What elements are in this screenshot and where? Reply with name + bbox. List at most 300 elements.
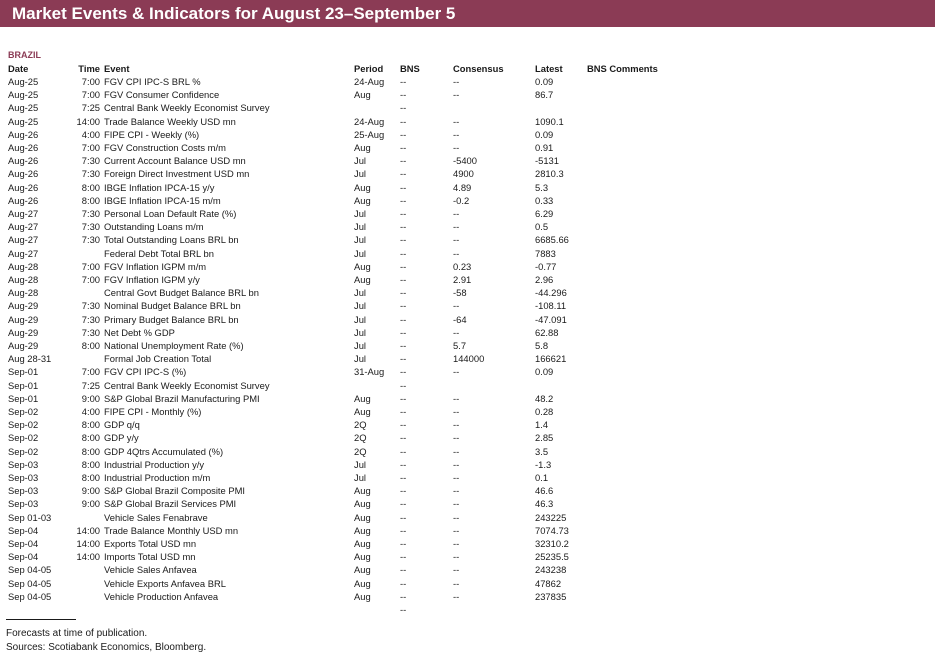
- cell-event: FGV Construction Costs m/m: [104, 142, 226, 153]
- table-row: [0, 590, 935, 603]
- table-row: [0, 392, 935, 405]
- cell-event: FGV Inflation IGPM m/m: [104, 260, 207, 272]
- table-row: [0, 207, 935, 220]
- cell-date: Aug-25: [8, 102, 39, 114]
- cell-consensus: --: [453, 511, 460, 523]
- cell-period: Aug: [354, 274, 371, 285]
- cell-bns: --: [400, 538, 407, 549]
- cell-event: Central Bank Weekly Economist Survey: [104, 102, 270, 114]
- cell-date: Aug-29: [8, 340, 39, 351]
- cell-bns: --: [400, 313, 407, 325]
- cell-event: Vehicle Sales Anfavea: [104, 564, 197, 576]
- table-row: [0, 550, 935, 563]
- cell-time: 7:30: [81, 313, 100, 325]
- cell-bns: --: [400, 458, 407, 470]
- cell-consensus: 5.7: [453, 340, 467, 351]
- cell-consensus: --: [453, 472, 460, 483]
- cell-period: Aug: [354, 181, 371, 193]
- cell-date: Sep-04: [8, 551, 39, 563]
- cell-period: Jul: [354, 208, 366, 219]
- cell-period: Aug: [354, 485, 371, 497]
- cell-event: FGV CPI IPC-S (%): [104, 366, 187, 378]
- table-row: [0, 497, 935, 510]
- cell-latest: 0.1: [535, 472, 549, 483]
- cell-bns: --: [400, 221, 407, 233]
- cell-bns: --: [400, 604, 407, 615]
- cell-bns: --: [400, 511, 407, 523]
- cell-bns: --: [400, 142, 407, 153]
- cell-bns: --: [400, 260, 407, 272]
- cell-consensus: 2.91: [453, 274, 472, 285]
- cell-time: 9:00: [81, 392, 100, 404]
- cell-period: 2Q: [354, 432, 367, 444]
- cell-event: IBGE Inflation IPCA-15 y/y: [104, 181, 215, 193]
- cell-time: 8:00: [81, 432, 100, 444]
- cell-bns: --: [400, 76, 407, 87]
- cell-event: S&P Global Brazil Manufacturing PMI: [104, 392, 260, 404]
- cell-time: 8:00: [81, 181, 100, 193]
- cell-event: Total Outstanding Loans BRL bn: [104, 234, 239, 246]
- cell-latest: 1.4: [535, 419, 549, 431]
- cell-date: Aug-26: [8, 168, 39, 180]
- cell-event: Vehicle Exports Anfavea BRL: [104, 577, 226, 589]
- cell-date: Aug-27: [8, 208, 39, 219]
- cell-latest: -47.091: [535, 313, 567, 325]
- cell-latest: 25235.5: [535, 551, 569, 563]
- cell-consensus: --: [453, 485, 460, 497]
- cell-latest: -44.296: [535, 287, 567, 299]
- cell-period: Aug: [354, 538, 371, 549]
- header-period: Period: [354, 63, 384, 74]
- cell-time: 7:00: [81, 366, 100, 378]
- cell-latest: -108.11: [535, 300, 567, 312]
- cell-time: 4:00: [81, 128, 100, 140]
- cell-latest: 86.7: [535, 89, 554, 101]
- cell-event: Net Debt % GDP: [104, 326, 175, 338]
- header-consensus: Consensus: [453, 63, 504, 74]
- table-row: [0, 379, 935, 392]
- cell-date: Aug-28: [8, 287, 39, 299]
- cell-consensus: --: [453, 524, 460, 536]
- cell-event: FIPE CPI - Weekly (%): [104, 128, 200, 140]
- header-event: Event: [104, 63, 130, 74]
- cell-bns: --: [400, 392, 407, 404]
- cell-consensus: -5400: [453, 155, 477, 167]
- cell-period: Aug: [354, 392, 371, 404]
- cell-event: S&P Global Brazil Composite PMI: [104, 485, 246, 497]
- table-row: [0, 445, 935, 458]
- cell-time: 7:00: [81, 260, 100, 272]
- cell-latest: 62.88: [535, 326, 559, 338]
- cell-time: 8:00: [81, 445, 100, 457]
- cell-date: Sep-01: [8, 392, 39, 404]
- cell-event: Vehicle Sales Fenabrave: [104, 511, 208, 523]
- cell-latest: -5131: [535, 155, 559, 167]
- cell-period: Jul: [354, 247, 366, 259]
- cell-latest: 5.8: [535, 340, 549, 351]
- table-row: [0, 418, 935, 431]
- cell-bns: --: [400, 406, 407, 417]
- cell-event: GDP 4Qtrs Accumulated (%): [104, 445, 224, 457]
- cell-bns: --: [400, 524, 407, 536]
- cell-consensus: -64: [453, 313, 467, 325]
- cell-period: Aug: [354, 577, 371, 589]
- cell-period: Jul: [354, 155, 366, 167]
- cell-event: Personal Loan Default Rate (%): [104, 208, 237, 219]
- cell-event: FGV CPI IPC-S BRL %: [104, 76, 201, 87]
- cell-time: 7:30: [81, 326, 100, 338]
- cell-period: 24-Aug: [354, 115, 385, 127]
- cell-period: 25-Aug: [354, 128, 385, 140]
- table-row: [0, 167, 935, 180]
- cell-event: Industrial Production y/y: [104, 458, 205, 470]
- cell-consensus: 144000: [453, 353, 485, 365]
- cell-consensus: --: [453, 498, 460, 510]
- cell-time: 14:00: [76, 115, 100, 127]
- cell-period: Jul: [354, 353, 366, 365]
- cell-consensus: --: [453, 577, 460, 589]
- cell-latest: 243225: [535, 511, 567, 523]
- cell-consensus: --: [453, 300, 460, 312]
- cell-bns: --: [400, 115, 407, 127]
- section-label: BRAZIL: [8, 50, 41, 60]
- cell-latest: 46.3: [535, 498, 554, 510]
- cell-event: Central Govt Budget Balance BRL bn: [104, 287, 259, 299]
- cell-event: S&P Global Brazil Services PMI: [104, 498, 237, 510]
- cell-period: 2Q: [354, 445, 367, 457]
- header-time: Time: [78, 63, 100, 74]
- cell-date: Aug 28-31: [8, 353, 52, 365]
- cell-event: FGV Inflation IGPM y/y: [104, 274, 200, 285]
- cell-event: Foreign Direct Investment USD mn: [104, 168, 250, 180]
- cell-event: GDP q/q: [104, 419, 140, 431]
- cell-period: 24-Aug: [354, 76, 385, 87]
- table-row: [0, 299, 935, 312]
- cell-consensus: 0.23: [453, 260, 472, 272]
- cell-time: 7:00: [81, 89, 100, 101]
- cell-date: Sep 04-05: [8, 590, 52, 602]
- cell-date: Aug-26: [8, 194, 39, 206]
- cell-bns: --: [400, 432, 407, 444]
- cell-bns: --: [400, 498, 407, 510]
- cell-period: Jul: [354, 472, 366, 483]
- table-row: [0, 286, 935, 299]
- cell-bns: --: [400, 379, 407, 391]
- table-row: [0, 339, 935, 352]
- cell-bns: --: [400, 128, 407, 140]
- cell-date: Sep-04: [8, 524, 39, 536]
- cell-time: 14:00: [76, 524, 100, 536]
- cell-latest: -1.3: [535, 458, 552, 470]
- cell-date: Aug-25: [8, 76, 39, 87]
- cell-date: Aug-27: [8, 247, 39, 259]
- cell-event: Trade Balance Monthly USD mn: [104, 524, 239, 536]
- cell-date: Sep-03: [8, 458, 39, 470]
- cell-bns: --: [400, 194, 407, 206]
- cell-date: Aug-27: [8, 221, 39, 233]
- cell-bns: --: [400, 564, 407, 576]
- cell-consensus: --: [453, 76, 460, 87]
- cell-bns: --: [400, 300, 407, 312]
- cell-time: 7:30: [81, 155, 100, 167]
- cell-latest: 0.5: [535, 221, 549, 233]
- cell-time: 9:00: [81, 485, 100, 497]
- cell-latest: 7074.73: [535, 524, 569, 536]
- cell-bns: --: [400, 234, 407, 246]
- cell-event: Exports Total USD mn: [104, 538, 197, 549]
- cell-consensus: --: [453, 551, 460, 563]
- table-row: [0, 577, 935, 590]
- cell-event: Trade Balance Weekly USD mn: [104, 115, 236, 127]
- cell-event: FGV Consumer Confidence: [104, 89, 220, 101]
- cell-consensus: --: [453, 406, 460, 417]
- cell-consensus: --: [453, 366, 460, 378]
- cell-bns: --: [400, 247, 407, 259]
- cell-period: Aug: [354, 498, 371, 510]
- cell-date: Sep-02: [8, 406, 39, 417]
- cell-date: Aug-28: [8, 260, 39, 272]
- cell-date: Aug-26: [8, 128, 39, 140]
- cell-latest: 6685.66: [535, 234, 569, 246]
- cell-bns: --: [400, 590, 407, 602]
- cell-date: Aug-27: [8, 234, 39, 246]
- cell-consensus: --: [453, 142, 460, 153]
- table-row: [0, 154, 935, 167]
- cell-bns: --: [400, 353, 407, 365]
- header-date: Date: [8, 63, 29, 74]
- table-row: [0, 458, 935, 471]
- cell-consensus: --: [453, 564, 460, 576]
- cell-date: Aug-26: [8, 181, 39, 193]
- cell-time: 14:00: [76, 551, 100, 563]
- table-row: [0, 88, 935, 101]
- cell-date: Sep-02: [8, 445, 39, 457]
- cell-date: Sep 04-05: [8, 577, 52, 589]
- cell-latest: 166621: [535, 353, 567, 365]
- cell-bns: --: [400, 340, 407, 351]
- cell-event: Formal Job Creation Total: [104, 353, 212, 365]
- cell-latest: 0.28: [535, 406, 554, 417]
- cell-date: Sep-03: [8, 498, 39, 510]
- cell-latest: 0.09: [535, 76, 554, 87]
- cell-consensus: --: [453, 128, 460, 140]
- cell-period: Aug: [354, 406, 371, 417]
- cell-period: Aug: [354, 194, 371, 206]
- cell-date: Aug-29: [8, 313, 39, 325]
- cell-latest: 47862: [535, 577, 562, 589]
- cell-time: 7:30: [81, 221, 100, 233]
- table-row: [0, 471, 935, 484]
- table-row: [0, 484, 935, 497]
- cell-bns: --: [400, 155, 407, 167]
- cell-bns: --: [400, 287, 407, 299]
- cell-date: Sep 04-05: [8, 564, 52, 576]
- cell-latest: 0.09: [535, 128, 554, 140]
- cell-period: Jul: [354, 221, 366, 233]
- table-row: [0, 603, 935, 616]
- cell-time: 7:25: [81, 379, 100, 391]
- cell-event: IBGE Inflation IPCA-15 m/m: [104, 194, 221, 206]
- table-row: [0, 260, 935, 273]
- cell-latest: 48.2: [535, 392, 554, 404]
- cell-event: Current Account Balance USD mn: [104, 155, 246, 167]
- cell-period: Aug: [354, 524, 371, 536]
- cell-period: Jul: [354, 458, 366, 470]
- cell-time: 8:00: [81, 472, 100, 483]
- cell-event: Federal Debt Total BRL bn: [104, 247, 214, 259]
- cell-date: Sep-02: [8, 419, 39, 431]
- cell-time: 7:30: [81, 300, 100, 312]
- cell-consensus: --: [453, 538, 460, 549]
- cell-event: Primary Budget Balance BRL bn: [104, 313, 239, 325]
- cell-latest: 2.85: [535, 432, 554, 444]
- cell-date: Sep 01-03: [8, 511, 52, 523]
- cell-bns: --: [400, 168, 407, 180]
- cell-event: Central Bank Weekly Economist Survey: [104, 379, 270, 391]
- cell-bns: --: [400, 366, 407, 378]
- table-row: [0, 326, 935, 339]
- cell-event: Nominal Budget Balance BRL bn: [104, 300, 241, 312]
- cell-bns: --: [400, 208, 407, 219]
- footnote-sources: Sources: Scotiabank Economics, Bloomberg.: [6, 642, 207, 653]
- table-row: [0, 511, 935, 524]
- cell-latest: 0.91: [535, 142, 554, 153]
- cell-consensus: --: [453, 115, 460, 127]
- cell-consensus: --: [453, 590, 460, 602]
- cell-period: Jul: [354, 340, 366, 351]
- cell-latest: 32310.2: [535, 538, 569, 549]
- cell-bns: --: [400, 485, 407, 497]
- cell-consensus: --: [453, 432, 460, 444]
- header-bns: BNS: [400, 63, 420, 74]
- table-row: [0, 524, 935, 537]
- cell-date: Sep-04: [8, 538, 39, 549]
- cell-consensus: --: [453, 89, 460, 101]
- cell-consensus: --: [453, 247, 460, 259]
- cell-bns: --: [400, 551, 407, 563]
- cell-bns: --: [400, 445, 407, 457]
- cell-date: Aug-25: [8, 115, 39, 127]
- cell-consensus: --: [453, 458, 460, 470]
- table-row: [0, 181, 935, 194]
- cell-time: 8:00: [81, 340, 100, 351]
- table-row: [0, 247, 935, 260]
- cell-period: Aug: [354, 564, 371, 576]
- cell-period: 2Q: [354, 419, 367, 431]
- cell-bns: --: [400, 274, 407, 285]
- cell-period: Jul: [354, 168, 366, 180]
- cell-consensus: -0.2: [453, 194, 470, 206]
- cell-period: 31-Aug: [354, 366, 385, 378]
- cell-date: Aug-26: [8, 142, 39, 153]
- cell-latest: 0.33: [535, 194, 554, 206]
- cell-time: 8:00: [81, 458, 100, 470]
- cell-event: National Unemployment Rate (%): [104, 340, 244, 351]
- cell-latest: 46.6: [535, 485, 554, 497]
- cell-latest: 5.3: [535, 181, 549, 193]
- cell-date: Aug-29: [8, 326, 39, 338]
- cell-time: 14:00: [76, 538, 100, 549]
- table-row: [0, 220, 935, 233]
- table-row: [0, 101, 935, 114]
- cell-time: 7:25: [81, 102, 100, 114]
- cell-date: Aug-28: [8, 274, 39, 285]
- cell-date: Aug-29: [8, 300, 39, 312]
- cell-consensus: --: [453, 208, 460, 219]
- cell-latest: 243238: [535, 564, 567, 576]
- table-row: [0, 352, 935, 365]
- page-title: Market Events & Indicators for August 23–September 5: [0, 0, 935, 27]
- cell-consensus: 4.89: [453, 181, 472, 193]
- footnote-forecasts: Forecasts at time of publication.: [6, 628, 148, 639]
- cell-period: Aug: [354, 89, 371, 101]
- cell-consensus: --: [453, 419, 460, 431]
- cell-date: Aug-25: [8, 89, 39, 101]
- cell-period: Aug: [354, 260, 371, 272]
- cell-consensus: --: [453, 234, 460, 246]
- table-row: [0, 75, 935, 88]
- cell-time: 7:30: [81, 208, 100, 219]
- cell-period: Aug: [354, 511, 371, 523]
- cell-consensus: --: [453, 392, 460, 404]
- cell-bns: --: [400, 472, 407, 483]
- cell-consensus: --: [453, 221, 460, 233]
- cell-latest: 3.5: [535, 445, 549, 457]
- cell-event: GDP y/y: [104, 432, 139, 444]
- cell-time: 7:30: [81, 234, 100, 246]
- cell-consensus: -58: [453, 287, 467, 299]
- cell-period: Jul: [354, 313, 366, 325]
- cell-date: Sep-01: [8, 379, 39, 391]
- cell-period: Aug: [354, 590, 371, 602]
- table-row: [0, 194, 935, 207]
- cell-period: Aug: [354, 142, 371, 153]
- cell-latest: 237835: [535, 590, 567, 602]
- header-comments: BNS Comments: [587, 63, 658, 74]
- table-row: [0, 405, 935, 418]
- table-row: [0, 431, 935, 444]
- cell-time: 7:30: [81, 168, 100, 180]
- cell-bns: --: [400, 326, 407, 338]
- cell-time: 8:00: [81, 419, 100, 431]
- cell-time: 7:00: [81, 274, 100, 285]
- cell-latest: 0.09: [535, 366, 554, 378]
- cell-period: Jul: [354, 287, 366, 299]
- cell-event: Imports Total USD mn: [104, 551, 196, 563]
- table-header: [0, 62, 935, 75]
- cell-bns: --: [400, 102, 407, 114]
- cell-date: Sep-01: [8, 366, 39, 378]
- cell-event: FIPE CPI - Monthly (%): [104, 406, 202, 417]
- cell-period: Jul: [354, 326, 366, 338]
- header-latest: Latest: [535, 63, 563, 74]
- cell-period: Jul: [354, 300, 366, 312]
- footnote-divider: [6, 619, 76, 620]
- cell-date: Aug-26: [8, 155, 39, 167]
- cell-latest: 2.96: [535, 274, 554, 285]
- cell-period: Jul: [354, 234, 366, 246]
- cell-latest: 1090.1: [535, 115, 564, 127]
- table-row: [0, 128, 935, 141]
- cell-consensus: --: [453, 445, 460, 457]
- cell-bns: --: [400, 89, 407, 101]
- table-row: [0, 115, 935, 128]
- table-row: [0, 141, 935, 154]
- cell-event: Outstanding Loans m/m: [104, 221, 204, 233]
- cell-event: Vehicle Production Anfavea: [104, 590, 219, 602]
- cell-bns: --: [400, 577, 407, 589]
- cell-date: Sep-03: [8, 485, 39, 497]
